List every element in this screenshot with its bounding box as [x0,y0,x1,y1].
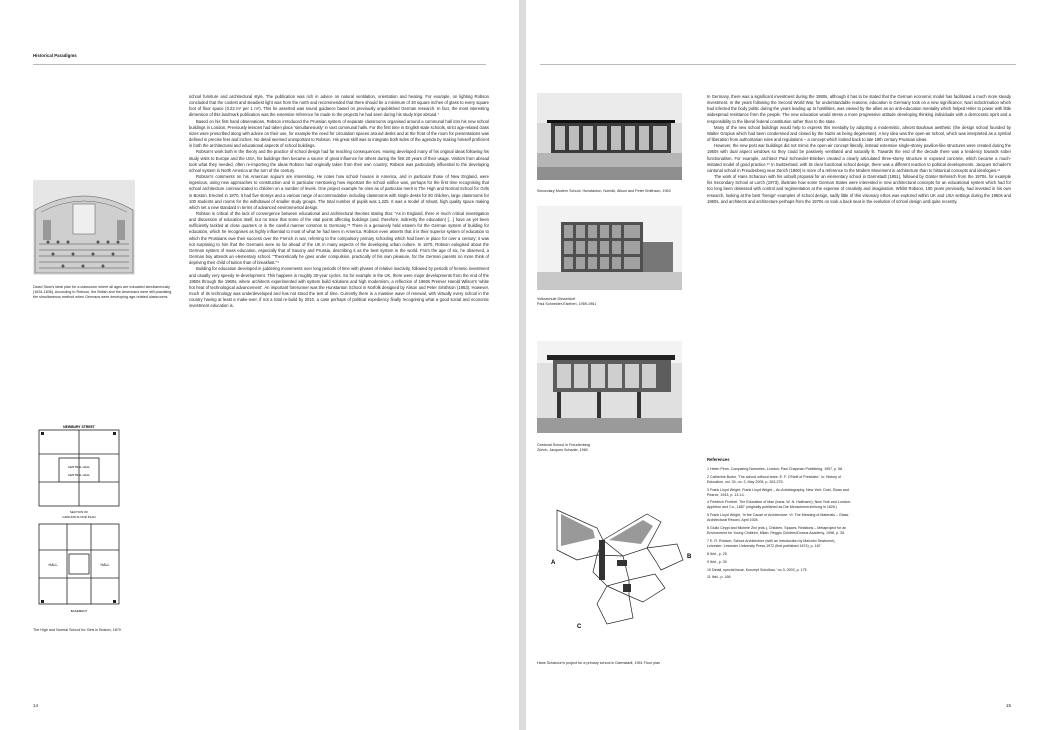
references-title: References [707,457,730,462]
paragraph: Many of the new school buildings would help to express this mentality by adopting a modernistic, almost Bauhaus aesthetic (the design school founded by Walter Gropius which had been condemned and closed by the Nazis as being degenerate). A key idea was the open-air school, which was interpreted as a symbol of liberation from authoritarian rules and regulations – a concept which looked back to late 19th century Prussian ideas. [707,124,1011,143]
scharoun-floor-plan [537,500,697,635]
reference-item: 5 Frank Lloyd Wright, 'In the Cause of Architecture: VI: The Meaning of Materials – Glass,' Architectural Record, April 1928. [707,513,850,523]
reference-item: 1 Helen Penn, Comparing Nurseries, London: Paul Chapman Publishing, 1997, p. 58. [707,466,844,471]
caption-freudenberg: Cantonal School in Freudenberg Zürich, Jacques Schader, 1960 [537,443,591,453]
paragraph: Robson's comments on his American sojourn are interesting. He notes how school houses in America, and in particular those of New England, were ingenious, using new approaches to construction and in particular mentioning how important the school edifice was, perhaps for the first time recognising that school architecture communicated to children on a number of levels. One project example he cites as of particular merit is The High and Normal School for Girls in Boston. Erected in 1870, it had five storeys and a various range of accommodation including classrooms with single desks for 50 children, large classrooms for 100 students and rooms for the withdrawal of smaller study groups. The total number of pupils was 1,225. It was a model of robust, high quality space making which set a new standard in terms of advanced environmental design. [189,174,489,210]
plan-label-section: GROUND FLOOR PLAN [62,515,96,519]
page-number: 14 [33,703,38,708]
right-body-text [707,94,1011,205]
reference-item: 11 Ibid., p. 168 [707,575,731,580]
boston-school-floor-plan [33,424,125,614]
paragraph: The work of Hans Scharoun with his unbuilt proposal for an elementary school in Darmstadt (1951), followed by Günter Behnisch from the 1970s, for example his Secondary School at Lorch (1973), illustrate how some German States were interested in new architectural concepts for an educational system which had for too long been obsessed with control and regimentation at the expense of creativity and imagination. Whilst Robson, 100 years previously, had invested in his own research, looking at the best 'foreign' examples of school design, sadly little of this visionary ethos was explored within UK and USA settings during the 1950s and 1960s, and architects and architecture perhaps from the 1970s on took a back seat in the evolution of school design until quite recently. [707,174,1011,204]
caption-stow: David Stow's ideal plan for a classroom where all ages are educated simultaneously (1834-1836). According to Robson, the British and the Americans were still practising the simultaneous method when Germans were developing age-related classrooms [33,285,172,300]
paragraph: school furniture and architectural style. The publication was rich in advice on natural ventilation, orientation and heating. For example, on lighting Robson concluded that the coolest and steadiest light was from the north and recommended that there should be a minimum of 30 square inches of glass to every square foot of floor space (0.22 m² per 1 m²). This he asserted was sound guidance based on previously unpublished German research. In fact, the most interesting dimension of this landmark publication was the extensive reference he made to the projects he had seen during his study trips abroad.⁷ [189,94,489,118]
paragraph: Building for education developed in juddering movements over long periods of time with phases of relative inactivity, followed by periods of frenetic investment and usually very speedy re-development. This happens in roughly 30-year cycles. So for example in the UK, there were major developments from the end of the 1950s through the 1960s, where architects experimented with system build solutions and high modernism, a reflection of 1960s Premier Harold Wilson's 'white hot heat of technological advancement'. An important forerunner was the Hunstanton School in Norfolk designed by Alison and Peter Smithson (1953). However, much of its technology was underdeveloped and has not stood the test of time. Currently there is a massive wave of renewal, with virtually every school in the country having at least a make-over, if not a total re-build by 2010, a case perhaps of political expediency finally recognising what a good social and economic investment education is. [189,266,489,309]
reference-item: 7 E. R. Robson, School Architecture (with an introduction by Malcolm Seaborne), Leicester: Leicester University Press,1972 (first published 1874), p. 167 [707,538,836,548]
plan-label-hall: HALL [100,563,110,567]
stow-hall-engraving [33,180,135,275]
paragraph: In Germany, there was a significant investment during the 1980s, although it has to be stated that the German economic model has facilitated a much more steady investment. In the years following the Second World War, for understandable reasons, education in Germany took on a new significance; Nazi indoctrination which had infected the body politic during the years leading up to hostilities, was viewed by the allies as an anti-education mentality which helped Hitler to power with little widespread resistance from the people. The new education would stress a more progressive attitude developing thinking individuals with a democratic spirit and a responsibility to the liberal federal constitution rather than to the state. [707,94,1011,124]
header-rule [33,64,486,65]
plan-label-hall: CENTRAL HALL [67,465,91,469]
reference-item: 9 Ibid., p. 30 [707,559,727,564]
hunstanton-school-photo [537,93,682,180]
paragraph: However, the new post war buildings did not mimic the open-air concept literally, instead extensive single-storey pavilion-like structures were created during the 1950s with dual aspect windows so they could be passively ventilated and naturally lit. Towards the end of the decade there was a tendency towards sober functionalism. For example, architect Paul Schneider-Esleben created a clearly articulated three-storey structure in exposed concrete, which became a much-imitated model of good practice.¹⁰ In Switzerland, with its clear functional school design, there was a different reaction to political developments. Jacques Schader's cantonal school in Freudenberg near Zürich (1960) is more of a reference to the Modern Movement in architecture than to historical concepts and ideologies.¹¹ [707,143,1011,173]
paragraph: Robson is critical of the lack of convergence between educational and architectural theories stating that: "As in England, there is much critical investigation and discussion of education itself, but no trace that some of the vital points affecting buildings (and, therefore, indirectly the education) […] have as yet been sufficiently tackled at close quarters or in the careful manner common to Germany."⁸ There is a genuinely held esteem for the German system of building for education, which he recognises as highly influential to most of what he had seen in America. Robson even asserts that it is their superior system of education to which the Prussians owe their success over the French in war, referring to the compulsory primary schooling which had been in place for over a century; it was not surprising to him that the Germans were so far ahead of the UK in many aspects of the developing urban culture. In 1870, Robson eulogised about the German system of mass education, especially that of Saxony and Prussia, describing it as the best system in the world. From the age of six, he observed, a German boy attends an elementary school. "Theoretically he goes under compulsion, practically of his own pleasure, for the German parents no more think of depriving their child of tuition than of breakfast."⁹ [189,210,489,266]
plan-letter: B [687,554,692,560]
paragraph: Based on his first hand observations, Robson introduced the Prussian system of separate classrooms organised around a communal hall into his new school buildings in London. Previously lessons had taken place 'simultaneously' in vast communal halls. For the first time in English state schools, strict age-related class sizes were proscribed along with advice on their use, for example the need for circulation spaces around desks and at the front of the room for presentations was defined in precise feet and inches. No detail seemed unimportant to Robson. His great skill was to integrate both sides of the agenda by making himself proficient in both the architectural and educational aspects of school buildings. [189,118,489,149]
plan-label-section: SECTION OF [69,510,89,514]
right-page [526,0,1045,730]
reference-item: 4 Friedrich Froebel, The Education of Man (trans. W. N. Hailmann), New York and London: Appleton and Co., 1887 (originally published as Die Menschenerziehung in 1826.) [707,500,851,510]
left-body-text [189,94,489,309]
plan-label-basement: BASEMENT [70,609,88,613]
header-rule [540,64,1016,65]
running-head: Historical Paradigms [33,53,77,58]
reference-item: 2 Catherine Burke, 'The school without tears: E. F. O'Neill of Prestolee,' in: History of Education, vol. 34, no. 3, May 2005, p. 263-275. [707,474,842,484]
references [707,458,852,583]
reference-item: 8 Ibid., p. 25 [707,551,727,556]
caption-scharoun: Hans Scharoun's project for a primary school in Darmstadt, 1951 Floor plan [537,661,661,665]
page-number: 15 [1006,703,1011,708]
left-page [0,0,519,730]
reference-item: 3 Frank Lloyd Wright, Frank Lloyd Wright – An Autobiography, New York: Duel, Sloan and Pearce, 1943, p. 13-14. [707,487,849,497]
dusseldorf-school-photo [537,206,682,290]
caption-dusseldorf: Volksschule Düsseldorf Paul Schneider-Esleben, 1959-1961 [537,297,597,307]
plan-label-hall: HALL [48,563,58,567]
reference-item: 10 Detail, special issue, Konzept Schulbau,' no 3, 2003, p. 175 [707,567,807,572]
plan-letter: A [551,560,556,566]
caption-boston: The High and Normal School for Girls in Boston, 1870 [33,628,121,632]
reference-item: 6 Giulio Ceppi and Michele Zini (eds.), Children, Spaces, Relations – Metaproject for an Environment for Young Children, Milan: Reggio Children/Domus Academy, 1998, p. 35. [707,526,847,535]
plan-label-hall: CENTRAL HALL [67,473,91,477]
paragraph: Robson's work both in the theory and the practice of school design had far reaching consequences. Having developed many of his original ideas following his study visits to Europe and the USA, his buildings then became a source of great influence for others during the first 20 years of their usage. Visitors from abroad took what they needed, often re-importing the ideas Robson had originally taken from their own country; Robson was particularly influential to the developing school system in North America at the turn of the century. [189,149,489,173]
caption-hunstanton: Secondary Modern School, Hunstanton, Norfolk, Alison and Peter Smithson, 1953 [537,189,671,193]
freudenberg-school-photo [537,341,682,433]
plan-label-street: NEWBURY STREET [63,425,95,429]
plan-letter: C [577,624,582,630]
